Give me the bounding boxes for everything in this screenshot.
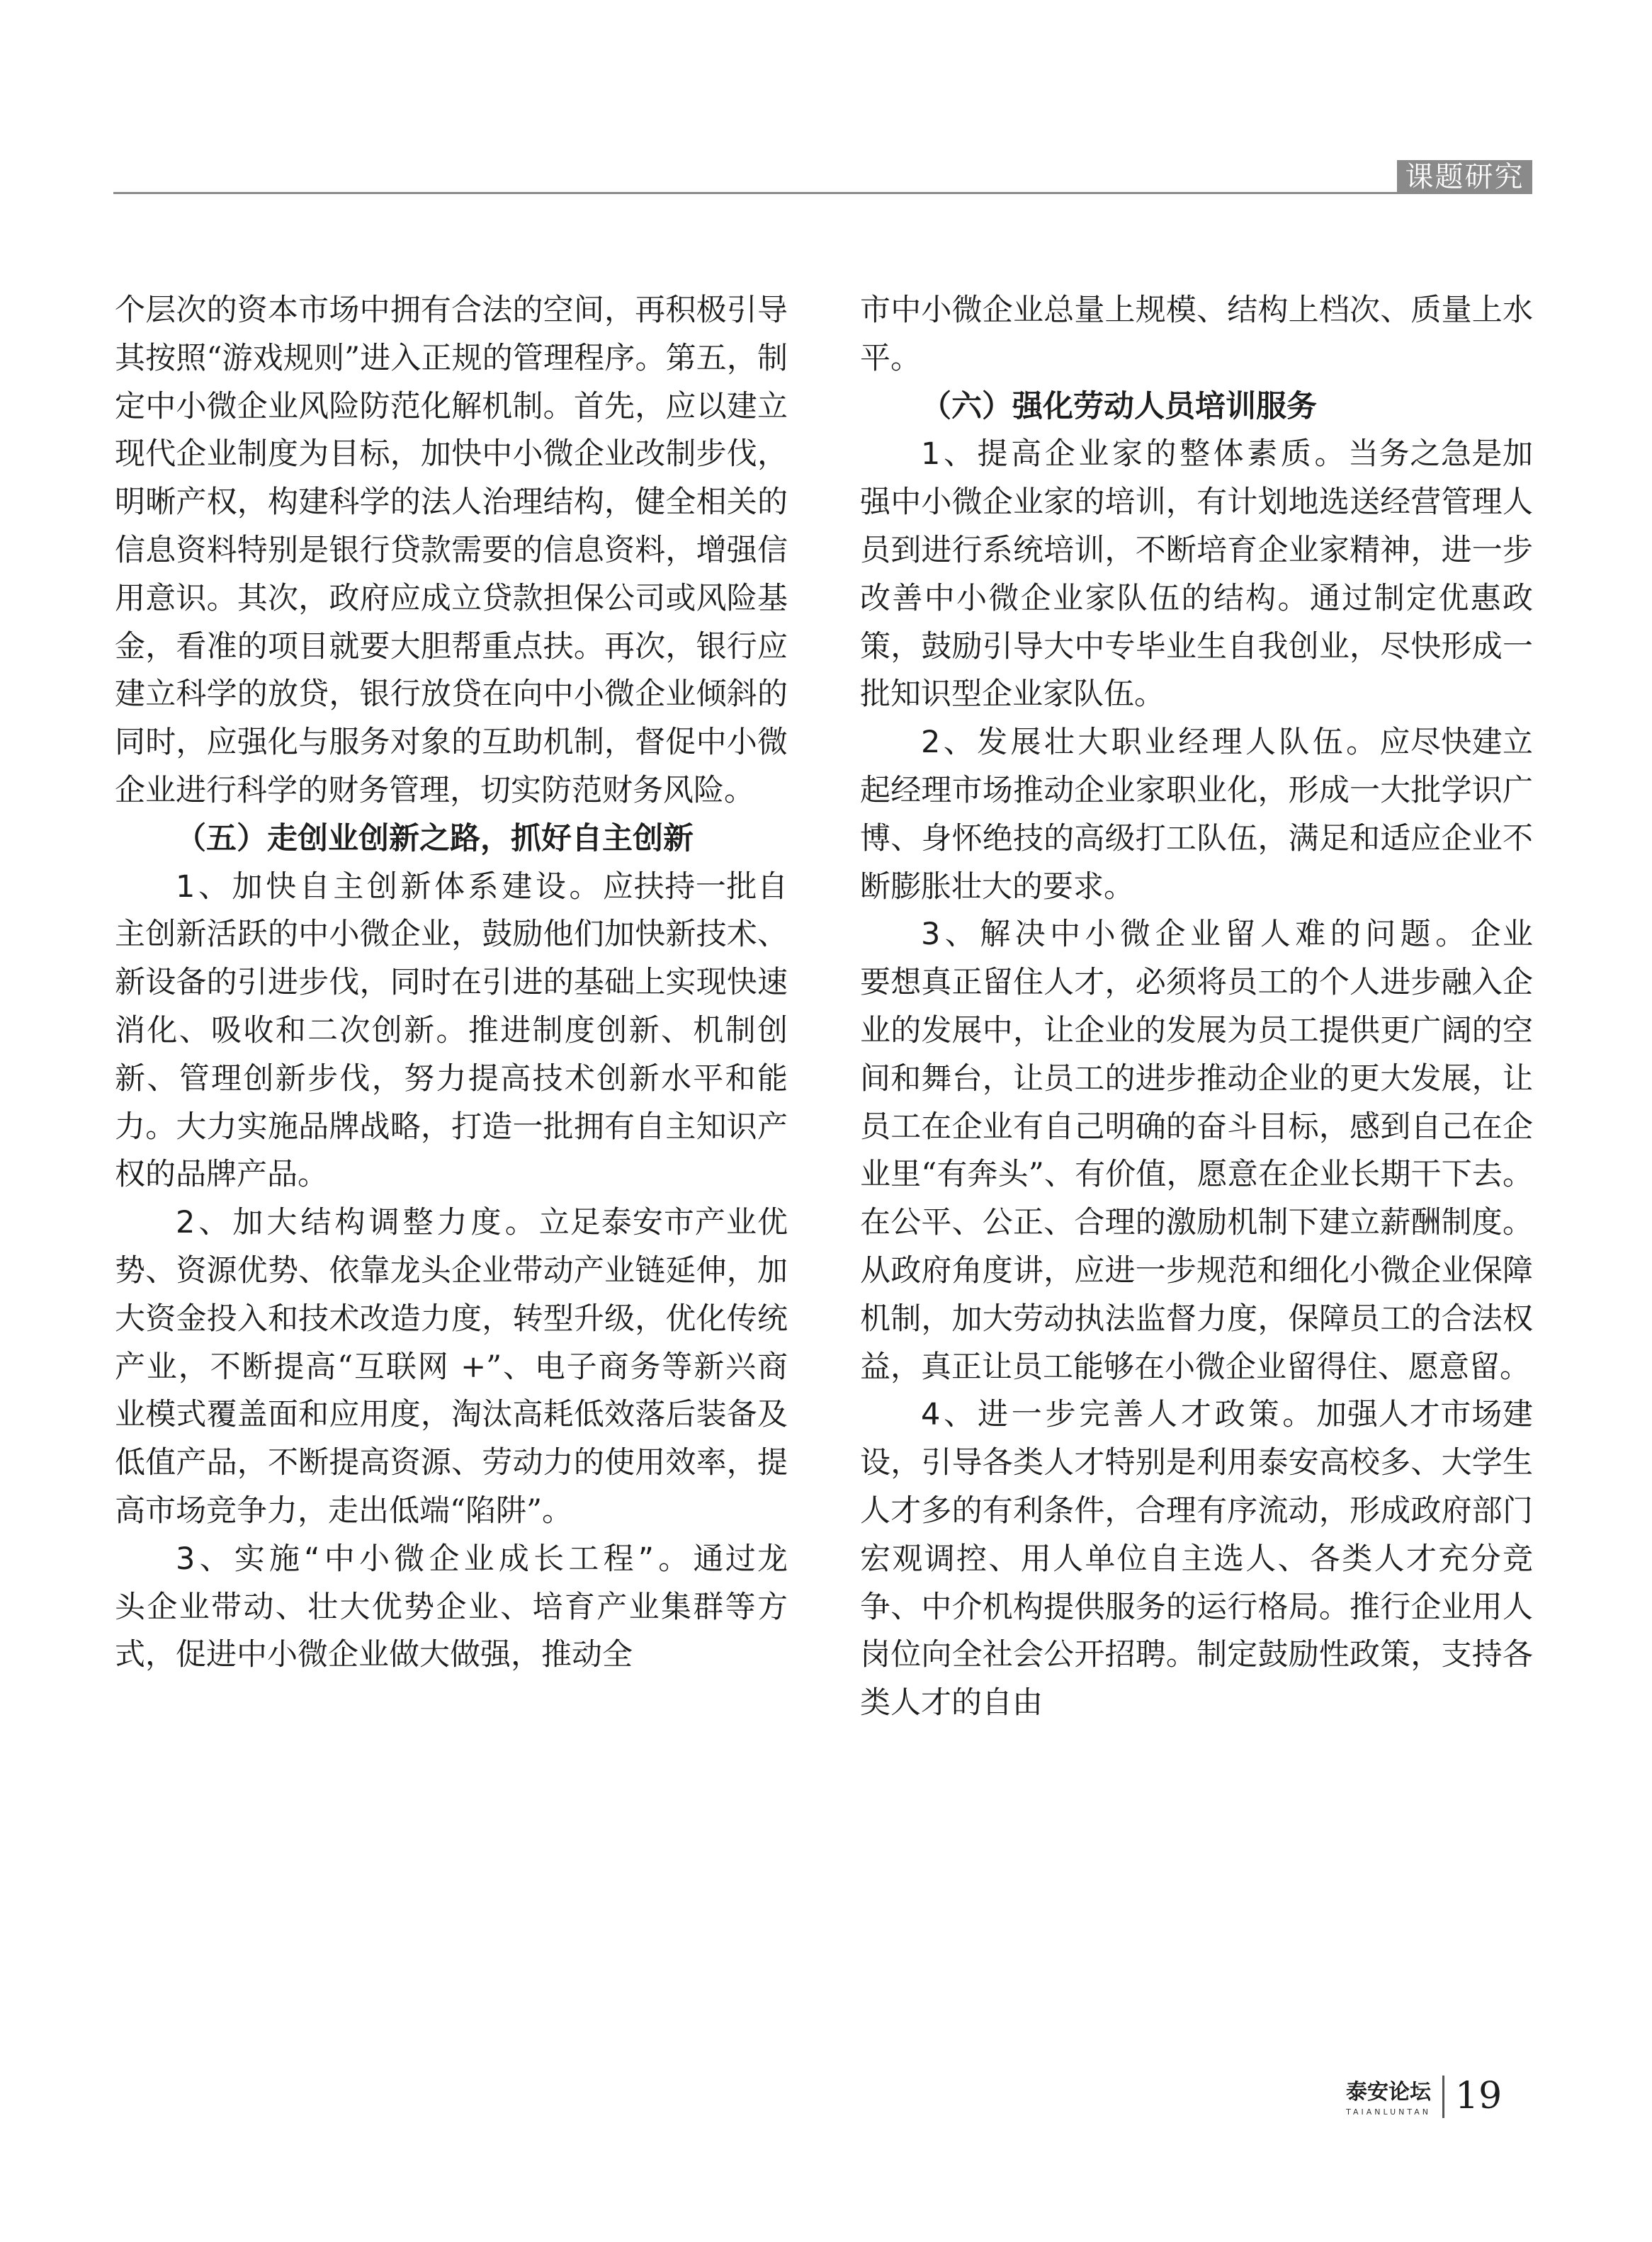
item-body: 企业要想真正留住人才，必须将员工的个人进步融入企业的发展中，让企业的发展为员工提供更广阔的空间和舞台，让员工的进步推动企业的更大发展，让员工在企业有自己明确的奋斗目标，感到自己在企业里“有奔头”、有价值，愿意在企业长期干下去。在公平、公正、合理的激励机制下建立薪酬制度。从政府角度讲，应进一步规范和细化小微企业保障机制，加大劳动执法监督力度，保障员工的合法权益，真正让员工能够在小微企业留得住、愿意留。 bbox=[860, 917, 1534, 1385]
left-column bbox=[115, 287, 788, 1680]
journal-name-en: TAIANLUNTAN bbox=[1346, 2107, 1431, 2117]
item-body: 加强人才市场建设，引导各类人才特别是利用泰安高校多、大学生人才多的有利条件，合理有序流动，形成政府部门宏观调控、用人单位自主选人、各类人才充分竞争、中介机构提供服务的运行格局。推行企业用人岗位向全社会公开招聘。制定鼓励性政策，支持各类人才的自由 bbox=[860, 1397, 1534, 1721]
paragraph-item-1 bbox=[115, 864, 788, 1200]
paragraph-item-1 bbox=[860, 431, 1533, 719]
paragraph-continued: 个层次的资本市场中拥有合法的空间，再积极引导其按照“游戏规则”进入正规的管理程序。第五，制定中小微企业风险防范化解机制。首先，应以建立现代企业制度为目标，加快中小微企业改制步伐，明晰产权，构建科学的法人治理结构，健全相关的信息资料特别是银行贷款需要的信息资料，增强信用意识。其次，政府应成立贷款担保公司或风险基金，看准的项目就要大胆帮重点扶。再次，银行应建立科学的放贷，银行放贷在向中小微企业倾斜的同时，应强化与服务对象的互助机制，督促中小微企业进行科学的财务管理，切实防范财务风险。 bbox=[115, 293, 788, 808]
item-body: 应尽快建立起经理市场推动企业家职业化，形成一大批学识广博、身怀绝技的高级打工队伍，满足和适应企业不断膨胀壮大的要求。 bbox=[860, 725, 1534, 905]
paragraph-item-2 bbox=[860, 719, 1533, 911]
paragraph-item-2 bbox=[115, 1199, 788, 1536]
item-lead: 2、发展壮大职业经理人队伍。 bbox=[921, 725, 1380, 761]
section-heading-six: （六）强化劳动人员培训服务 bbox=[921, 388, 1317, 424]
paragraph-item-3 bbox=[860, 911, 1533, 1391]
item-lead: 3、实施“中小微企业成长工程”。 bbox=[176, 1541, 694, 1577]
footer-divider bbox=[1442, 2076, 1444, 2118]
section-heading-five: （五）走创业创新之路，抓好自主创新 bbox=[176, 820, 694, 856]
item-body: 立足泰安市产业优势、资源优势、依靠龙头企业带动产业链延伸，加大资金投入和技术改造力度，转型升级，优化传统产业，不断提高“互联网 +”、电子商务等新兴商业模式覆盖面和应用度，淘汰高耗低效落后装备及低值产品，不断提高资源、劳动力的使用效率，提高市场竞争力，走出低端“陷阱”。 bbox=[115, 1205, 788, 1529]
item-lead: 2、加大结构调整力度。 bbox=[176, 1205, 539, 1241]
item-body: 通过龙头企业带动、壮大优势企业、培育产业集群等方式，促进中小微企业做大做强，推动全 bbox=[115, 1541, 788, 1673]
item-body: 应扶持一批自主创新活跃的中小微企业，鼓励他们加快新技术、新设备的引进步伐，同时在引进的基础上实现快速消化、吸收和二次创新。推进制度创新、机制创新、管理创新步伐，努力提高技术创新水平和能力。大力实施品牌战略，打造一批拥有自主知识产权的品牌产品。 bbox=[115, 868, 788, 1193]
item-body: 当务之急是加强中小微企业家的培训，有计划地选送经营管理人员到进行系统培训，不断培育企业家精神，进一步改善中小微企业家队伍的结构。通过制定优惠政策，鼓励引导大中专毕业生自我创业，尽快形成一批知识型企业家队伍。 bbox=[860, 436, 1534, 713]
journal-name: 泰安论坛 bbox=[1346, 2080, 1431, 2105]
paragraph-continued: 市中小微企业总量上规模、结构上档次、质量上水平。 bbox=[860, 293, 1533, 376]
right-column bbox=[860, 287, 1533, 1728]
item-lead: 1、加快自主创新体系建设。 bbox=[176, 868, 604, 905]
paragraph-item-3 bbox=[115, 1536, 788, 1680]
header-rule bbox=[113, 192, 1397, 194]
item-lead: 4、进一步完善人才政策。 bbox=[921, 1397, 1317, 1433]
paragraph-item-4 bbox=[860, 1391, 1533, 1728]
item-lead: 1、提高企业家的整体素质。 bbox=[921, 436, 1349, 472]
page-number: 19 bbox=[1455, 2075, 1503, 2117]
section-tag: 课题研究 bbox=[1397, 160, 1532, 194]
item-lead: 3、解决中小微企业留人难的问题。 bbox=[921, 917, 1471, 953]
